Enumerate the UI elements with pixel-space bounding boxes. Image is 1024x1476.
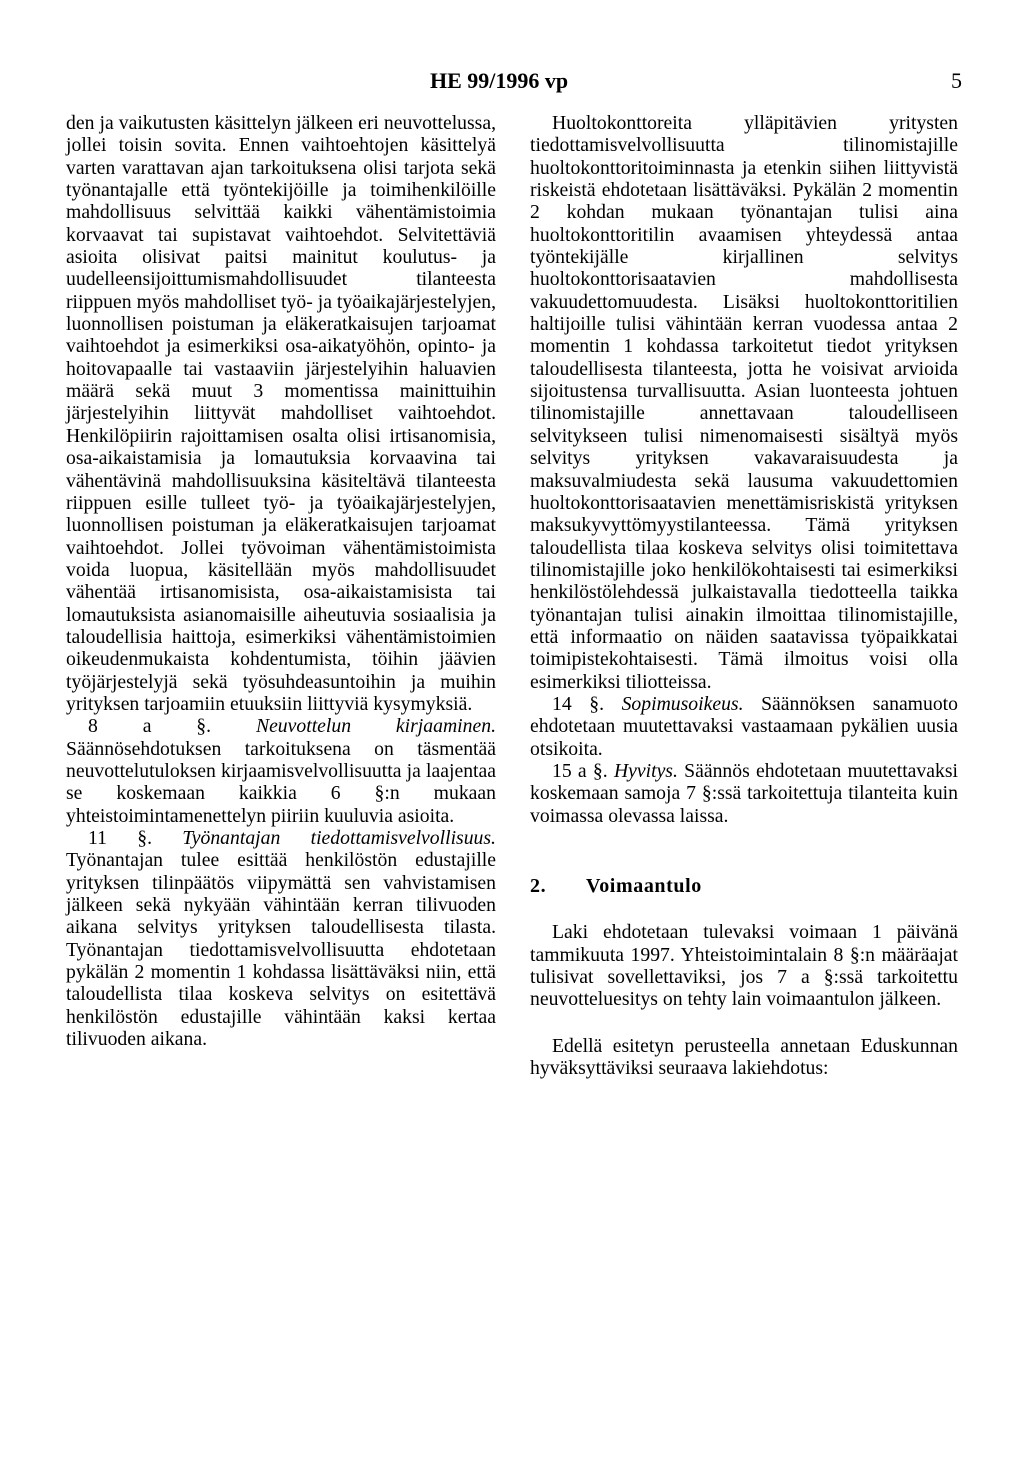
paragraph-huoltokonttori: Huoltokonttoreita ylläpitävien yritysten tiedottamisvelvollisuutta tilinomistajille huoltokonttoritoiminnasta ja etenkin siihen liittyvistä riskeistä ehdotetaan lisättäväksi. Pykälän 2 momentin 2 kohdan mukaan työnantajan tulisi aina huoltokonttoritilin avaamisen yhteydessä antaa työntekijälle kirjallinen selvitys huoltokonttorisaatavien mahdollisesta vakuudettomuudesta. Lisäksi huoltokonttoritilien haltijoille tulisi vähintään kerran vuodessa antaa 2 momentin 1 kohdassa tarkoitetut tiedot yrityksen taloudellisesta tilanteesta, jotta he voisivat arvioida sijoitustensa turvallisuutta. Asian luonteesta johtuen tilinomistajille annettavaan taloudelliseen selvitykseen tulisi nimenomaisesti sisältyä myös selvitys yrityksen vakavaraisuudesta ja maksuvalmiudesta sekä lausuma vakuudettomien huoltokonttorisaatavien menettämisriskistä yrityksen maksukyvyttömyystilanteessa. Tämä yrityksen taloudellista tilaa koskeva selvitys olisi toimitettava tilinomistajille joko henkilökohtaisesti tai esimerkiksi henkilöstölehdessä julkaistavalla tiedotteella taikka työnantajan tulisi ainakin ilmoittaa tilinomistajille, että informaatio on näiden saatavissa työpaikkatai toimipistekohtaisesti. Tämä ilmoitus voisi olla esimerkiksi tiliotteissa. <box>530 112 958 693</box>
paragraph-section-8a <box>66 715 496 827</box>
section-ref-11: 11 §. <box>88 827 183 849</box>
section-heading-text: Voimaantulo <box>586 875 702 897</box>
page-number: 5 <box>951 68 962 93</box>
section-ref-15a: 15 a §. <box>552 759 614 782</box>
section-ref-14: 14 §. <box>552 692 622 715</box>
section-title-14: Sopimusoikeus. <box>621 692 744 715</box>
paragraph-section-14 <box>530 693 958 760</box>
page-header <box>0 68 1024 98</box>
section-heading-voimaantulo <box>530 875 958 897</box>
section-body-14: Säännöksen sanamuoto ehdotetaan muutettavaksi vastaamaan pykälien uusia otsikoita. <box>530 692 958 760</box>
paragraph-voimaantulo: Laki ehdotetaan tulevaksi voimaan 1 päivänä tammikuuta 1997. Yhteistoimintalain 8 §:n määräajat tulisivat sovellettaviksi, jos 7 a §:ssä tarkoitettu neuvotteluesitys on tehty lain voimaantulon jälkeen. <box>530 921 958 1011</box>
section-title-8a: Neuvottelun kirjaaminen. <box>255 715 496 738</box>
section-body-8a: Säännösehdotuksen tarkoituksena on täsmentää neuvottelutuloksen kirjaamisvelvollisuutta ja laajentaa se koskemaan kaikkia 6 §:n mukaan yhteistoimintamenettelyn piiriin kuuluvia asioita. <box>66 737 496 827</box>
left-column <box>66 112 496 1050</box>
document-id: HE 99/1996 vp <box>430 68 569 93</box>
section-heading-number: 2. <box>530 875 547 897</box>
section-title-15a: Hyvitys. <box>613 759 678 782</box>
paragraph-section-11 <box>66 827 496 1050</box>
section-body-15a: Säännös ehdotetaan muutettavaksi koskemaan samoja 7 §:ssä tarkoitettuja tilanteita kuin voimassa olevassa laissa. <box>530 759 958 827</box>
right-column <box>530 112 958 1079</box>
paragraph-section-15a <box>530 760 958 827</box>
section-title-11: Työnantajan tiedottamisvelvollisuus. <box>182 827 496 849</box>
section-ref-8a: 8 a §. <box>88 715 256 738</box>
paragraph-continued-text: den ja vaikutusten käsittelyn jälkeen eri neuvottelussa, jollei toisin sovita. Ennen vaihtoehtojen käsittelyä varten varattavan ajan tarkoituksena olisi tarjota sekä työnantajalle että työntekijöille ja toimihenkilöille mahdollisuus selvittää kaikki vähentämistoimia korvaavat tai supistavat vaihtoehdot. Selvitettäviä asioita olisivat paitsi mainitut koulutus- ja uudelleensijoittumismahdollisuudet tilanteesta riippuen myös mahdolliset työ- ja työaikajärjestelyjen, luonnollisen poistuman ja eläkeratkaisujen tarjoamat vaihtoehdot ja esimerkiksi osa-aikatyöhön, opinto- ja hoitovapaalle tai vastaaviin järjestelyihin haluavien määrä sekä muut 3 momentissa mainittuihin järjestelyihin liittyvät mahdolliset vaihtoehdot. Henkilöpiirin rajoittamisen osalta olisi irtisanomisia, osa-aikaistamisia ja lomautuksia korvaavina tai vähentävinä mahdollisuuksina käsiteltävä tilanteesta riippuen esille tulleet työ- ja työaikajärjestelyjen, luonnollisen poistuman ja eläkeratkaisujen tarjoamat vaihtoehdot. Jollei työvoiman vähentämistoimista voida luopua, käsitellään myös mahdollisuudet vähentää irtisanomisista, osa-aikaistamisista tai lomautuksista asianomaisille aiheutuvia sosiaalisia ja taloudellisia haittoja, esimerkiksi vähentämistoimien oikeudenmukaista kohdentumista, töihin jäävien työjärjestelyjä sekä työsuhdeasuntoihin ja muihin yrityksen tarjoamiin etuuksiin liittyviä kysymyksiä. <box>66 112 496 715</box>
paragraph-conclusion: Edellä esitetyn perusteella annetaan Eduskunnan hyväksyttäviksi seuraava lakiehdotus: <box>530 1034 958 1080</box>
section-body-11: Työnantajan tulee esittää henkilöstön edustajille yrityksen tilinpäätös viipymättä sen vahvistamisen jälkeen sekä nykyään vähintään kerran tilivuoden aikana selvitys yrityksen taloudellisesta tilasta. Työnantajan tiedottamisvelvollisuutta ehdotetaan pykälän 2 momentin 1 kohdassa lisättäväksi niin, että taloudellista tilaa koskeva selvitys on esitettävä henkilöstön edustajille vähintään kaksi kertaa tilivuoden aikana. <box>66 849 496 1051</box>
